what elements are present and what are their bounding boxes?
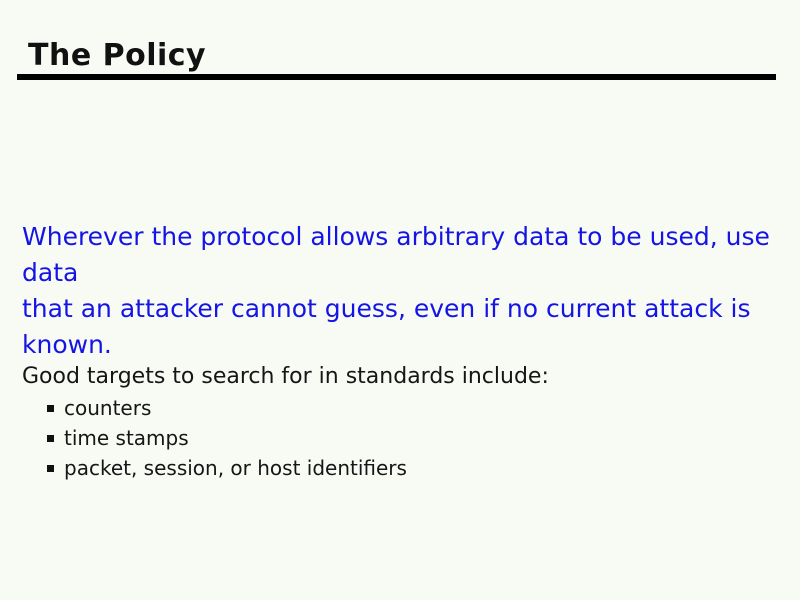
list-item-label: packet, session, or host identifiers: [64, 456, 407, 480]
list-item-label: time stamps: [64, 426, 189, 450]
policy-statement: [22, 219, 782, 363]
targets-heading: Good targets to search for in standards include:: [22, 364, 549, 389]
policy-statement-line-1: Wherever the protocol allows arbitrary data to be used, use data: [22, 222, 770, 287]
list-item: [47, 393, 407, 423]
list-item: [47, 453, 407, 483]
list-item-label: counters: [64, 396, 152, 420]
title-underline-rule: [17, 74, 776, 80]
bullet-square-icon: [47, 435, 54, 442]
list-item: [47, 423, 407, 453]
bullet-square-icon: [47, 405, 54, 412]
bullet-square-icon: [47, 465, 54, 472]
targets-list: [47, 393, 407, 483]
slide-title: The Policy: [28, 38, 207, 73]
policy-statement-line-2: that an attacker cannot guess, even if no current attack is known.: [22, 294, 751, 359]
